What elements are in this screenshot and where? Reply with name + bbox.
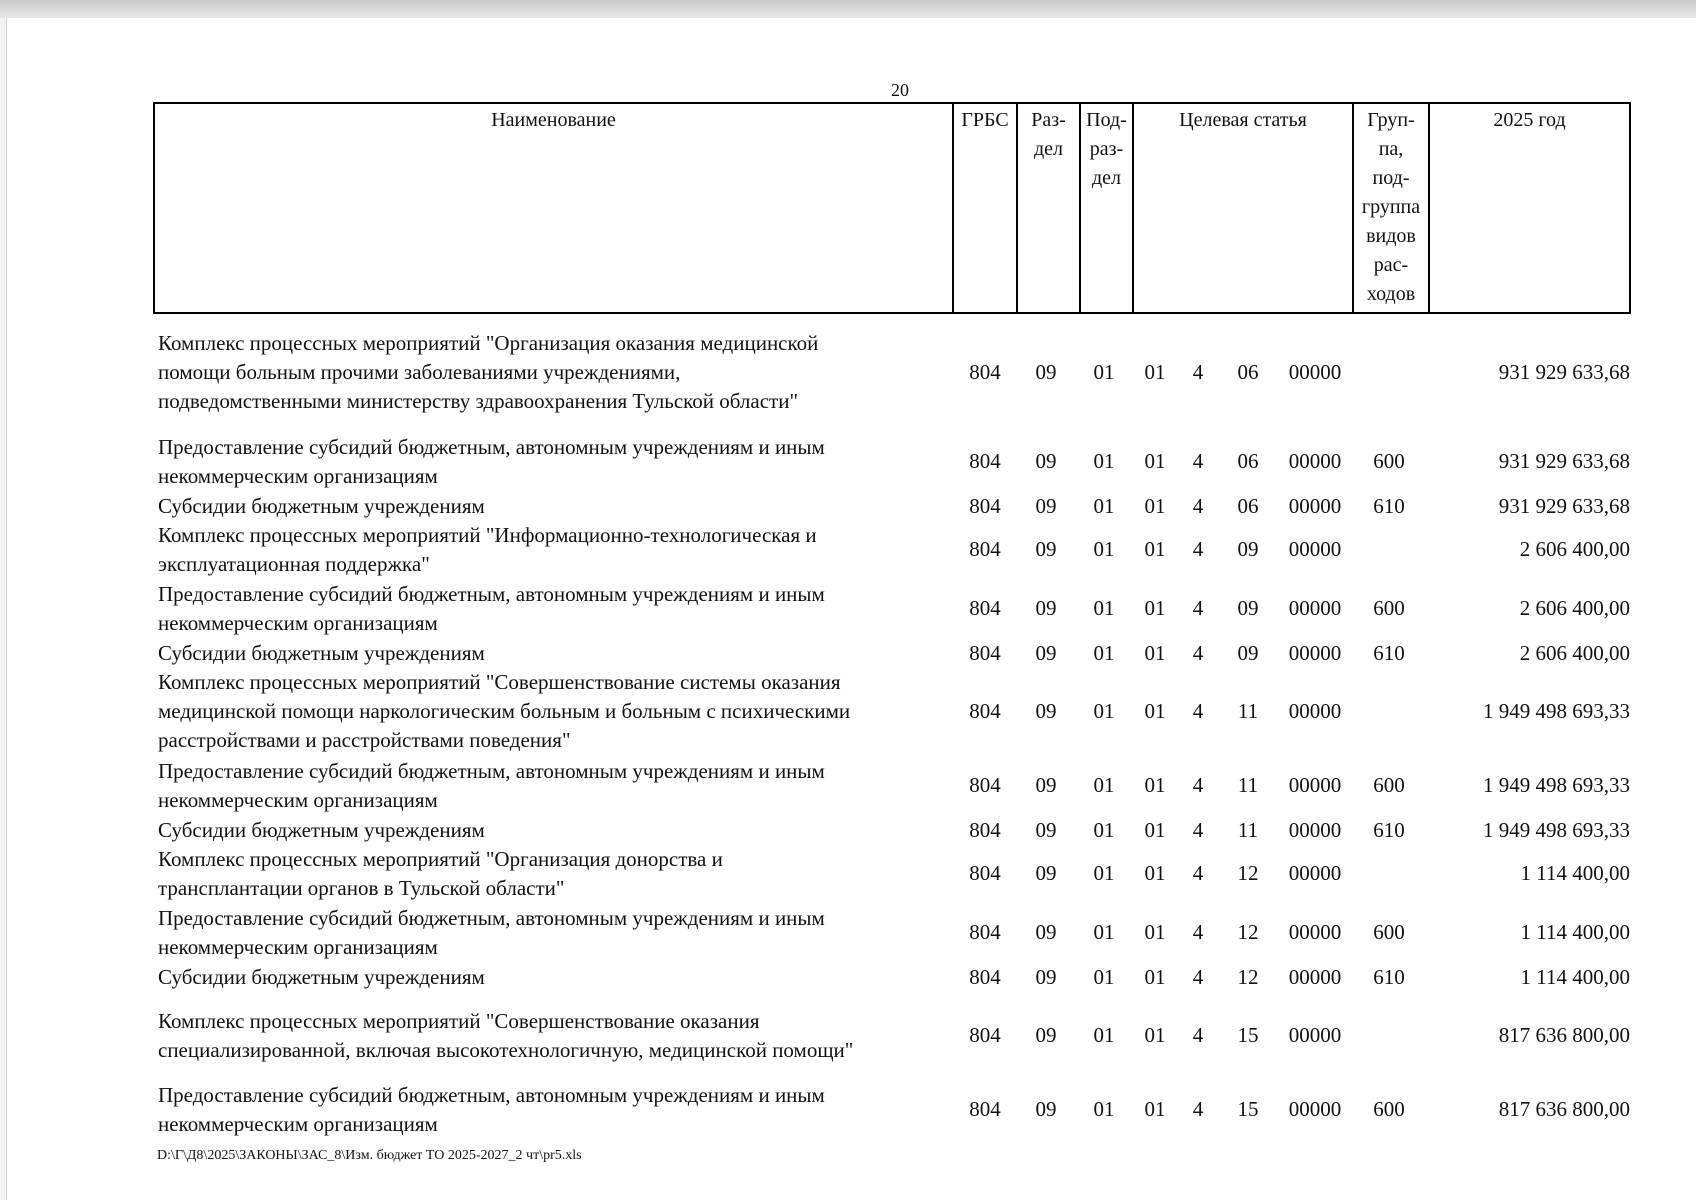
target-type-cell: 4 (1192, 494, 1204, 518)
header-name-label: Наименование (491, 109, 616, 131)
target-program-cell: 01 (1144, 494, 1166, 518)
target-subprogram-cell: 15 (1237, 1097, 1259, 1121)
header-razdel-label: Раз- дел (1031, 109, 1066, 160)
target-program-cell: 01 (1144, 537, 1166, 561)
target-direction-cell: 00000 (1288, 449, 1342, 473)
podrazdel-cell: 01 (1093, 920, 1115, 944)
target-subprogram-cell: 15 (1237, 1023, 1259, 1047)
amount-cell: 1 949 498 693,33 (1483, 773, 1630, 797)
target-direction-cell: 00000 (1288, 965, 1342, 989)
target-subprogram-cell: 11 (1237, 699, 1259, 723)
grbs-cell: 804 (969, 1023, 1001, 1047)
amount-cell: 817 636 800,00 (1498, 1023, 1630, 1047)
target-program-cell: 01 (1144, 920, 1166, 944)
expense-group-cell: 600 (1373, 920, 1405, 944)
grbs-cell: 804 (969, 449, 1001, 473)
amount-cell: 2 606 400,00 (1519, 537, 1630, 561)
grbs-cell: 804 (969, 596, 1001, 620)
header-podrazdel-label: Под- раз- дел (1086, 109, 1127, 189)
target-type-cell: 4 (1192, 699, 1204, 723)
podrazdel-cell: 01 (1093, 537, 1115, 561)
target-subprogram-cell: 12 (1237, 920, 1259, 944)
podrazdel-cell: 01 (1093, 818, 1115, 842)
row-name: Предоставление субсидий бюджетным, автономным учреждениям и иным некоммерческим организациям (158, 906, 825, 959)
file-path: D:\Г\Д8\2025\ЗАКОНЫ\ЗАС_8\Изм. бюджет ТО 2025-2027_2 чт\pr5.xls (157, 1148, 582, 1163)
expense-group-cell: 600 (1373, 1097, 1405, 1121)
target-program-cell: 01 (1144, 1097, 1166, 1121)
target-direction-cell: 00000 (1288, 537, 1342, 561)
expense-group-cell: 610 (1373, 494, 1405, 518)
expense-group-cell: 610 (1373, 965, 1405, 989)
razdel-cell: 09 (1035, 920, 1057, 944)
amount-cell: 1 949 498 693,33 (1483, 699, 1630, 723)
podrazdel-cell: 01 (1093, 449, 1115, 473)
grbs-cell: 804 (969, 818, 1001, 842)
row-name: Комплекс процессных мероприятий "Организация донорства и трансплантации органов в Тульской области" (158, 847, 723, 900)
podrazdel-cell: 01 (1093, 965, 1115, 989)
header-group-label: Груп- па, под- группа видов рас- ходов (1361, 109, 1421, 305)
row-name: Субсидии бюджетным учреждениям (158, 641, 485, 665)
target-subprogram-cell: 11 (1237, 773, 1259, 797)
amount-cell: 2 606 400,00 (1519, 596, 1630, 620)
amount-cell: 1 114 400,00 (1520, 965, 1630, 989)
row-name: Комплекс процессных мероприятий "Совершенствование оказания специализированной, включая высокотехнологичную, медицинской помощи" (158, 1009, 854, 1062)
razdel-cell: 09 (1035, 1023, 1057, 1047)
amount-cell: 1 114 400,00 (1520, 861, 1630, 885)
expense-group-cell: 600 (1373, 596, 1405, 620)
target-type-cell: 4 (1192, 449, 1204, 473)
target-direction-cell: 00000 (1288, 1097, 1342, 1121)
target-type-cell: 4 (1192, 641, 1204, 665)
target-type-cell: 4 (1192, 1023, 1204, 1047)
razdel-cell: 09 (1035, 965, 1057, 989)
expense-group-cell: 610 (1373, 818, 1405, 842)
podrazdel-cell: 01 (1093, 699, 1115, 723)
target-type-cell: 4 (1192, 773, 1204, 797)
target-type-cell: 4 (1192, 920, 1204, 944)
row-name: Субсидии бюджетным учреждениям (158, 494, 485, 518)
target-subprogram-cell: 11 (1237, 818, 1259, 842)
target-direction-cell: 00000 (1288, 641, 1342, 665)
target-program-cell: 01 (1144, 1023, 1166, 1047)
row-name: Комплекс процессных мероприятий "Организация оказания медицинской помощи больным прочими заболеваниями учреждениями, подведомственными министерству здравоохранения Тульской области" (158, 331, 819, 413)
target-direction-cell: 00000 (1288, 861, 1342, 885)
amount-cell: 2 606 400,00 (1519, 641, 1630, 665)
grbs-cell: 804 (969, 641, 1001, 665)
target-direction-cell: 00000 (1288, 773, 1342, 797)
podrazdel-cell: 01 (1093, 641, 1115, 665)
target-direction-cell: 00000 (1288, 920, 1342, 944)
grbs-cell: 804 (969, 1097, 1001, 1121)
razdel-cell: 09 (1035, 449, 1057, 473)
page-number: 20 (891, 80, 909, 100)
razdel-cell: 09 (1035, 1097, 1057, 1121)
row-name: Предоставление субсидий бюджетным, автономным учреждениям и иным некоммерческим организациям (158, 582, 825, 635)
header-target-label: Целевая статья (1179, 109, 1307, 131)
row-name: Субсидии бюджетным учреждениям (158, 965, 485, 989)
target-program-cell: 01 (1144, 596, 1166, 620)
target-program-cell: 01 (1144, 965, 1166, 989)
target-type-cell: 4 (1192, 360, 1204, 384)
target-subprogram-cell: 09 (1237, 596, 1259, 620)
target-direction-cell: 00000 (1288, 699, 1342, 723)
target-program-cell: 01 (1144, 360, 1166, 384)
target-program-cell: 01 (1144, 449, 1166, 473)
target-direction-cell: 00000 (1288, 494, 1342, 518)
target-type-cell: 4 (1192, 818, 1204, 842)
grbs-cell: 804 (969, 494, 1001, 518)
amount-cell: 931 929 633,68 (1498, 360, 1630, 384)
razdel-cell: 09 (1035, 537, 1057, 561)
grbs-cell: 804 (969, 773, 1001, 797)
target-subprogram-cell: 06 (1237, 360, 1259, 384)
grbs-cell: 804 (969, 861, 1001, 885)
grbs-cell: 804 (969, 965, 1001, 989)
grbs-cell: 804 (969, 920, 1001, 944)
target-subprogram-cell: 12 (1237, 861, 1259, 885)
target-program-cell: 01 (1144, 699, 1166, 723)
header-year-label: 2025 год (1493, 109, 1566, 131)
row-name: Предоставление субсидий бюджетным, автономным учреждениям и иным некоммерческим организациям (158, 759, 825, 812)
amount-cell: 1 114 400,00 (1520, 920, 1630, 944)
target-program-cell: 01 (1144, 861, 1166, 885)
target-type-cell: 4 (1192, 965, 1204, 989)
razdel-cell: 09 (1035, 360, 1057, 384)
target-direction-cell: 00000 (1288, 818, 1342, 842)
target-direction-cell: 00000 (1288, 1023, 1342, 1047)
grbs-cell: 804 (969, 699, 1001, 723)
target-program-cell: 01 (1144, 773, 1166, 797)
expense-group-cell: 600 (1373, 773, 1405, 797)
target-subprogram-cell: 06 (1237, 494, 1259, 518)
row-name: Предоставление субсидий бюджетным, автономным учреждениям и иным некоммерческим организациям (158, 1083, 825, 1136)
razdel-cell: 09 (1035, 699, 1057, 723)
expense-group-cell: 610 (1373, 641, 1405, 665)
target-program-cell: 01 (1144, 818, 1166, 842)
target-subprogram-cell: 09 (1237, 537, 1259, 561)
podrazdel-cell: 01 (1093, 861, 1115, 885)
target-subprogram-cell: 09 (1237, 641, 1259, 665)
podrazdel-cell: 01 (1093, 773, 1115, 797)
podrazdel-cell: 01 (1093, 1023, 1115, 1047)
target-type-cell: 4 (1192, 1097, 1204, 1121)
grbs-cell: 804 (969, 360, 1001, 384)
podrazdel-cell: 01 (1093, 360, 1115, 384)
razdel-cell: 09 (1035, 596, 1057, 620)
podrazdel-cell: 01 (1093, 1097, 1115, 1121)
row-name: Комплекс процессных мероприятий "Информационно-технологическая и эксплуатационная поддержка" (158, 523, 817, 576)
row-name: Комплекс процессных мероприятий "Совершенствование системы оказания медицинской помощи наркологическим больным и больным с психическими расстройствами и расстройствами поведения" (158, 670, 851, 752)
target-subprogram-cell: 06 (1237, 449, 1259, 473)
target-type-cell: 4 (1192, 596, 1204, 620)
header-grbs-label: ГРБС (961, 109, 1009, 131)
razdel-cell: 09 (1035, 861, 1057, 885)
target-direction-cell: 00000 (1288, 596, 1342, 620)
expense-group-cell: 600 (1373, 449, 1405, 473)
row-name: Субсидии бюджетным учреждениям (158, 818, 485, 842)
razdel-cell: 09 (1035, 773, 1057, 797)
amount-cell: 817 636 800,00 (1498, 1097, 1630, 1121)
target-program-cell: 01 (1144, 641, 1166, 665)
podrazdel-cell: 01 (1093, 494, 1115, 518)
target-type-cell: 4 (1192, 861, 1204, 885)
razdel-cell: 09 (1035, 494, 1057, 518)
amount-cell: 931 929 633,68 (1498, 494, 1630, 518)
row-name: Предоставление субсидий бюджетным, автономным учреждениям и иным некоммерческим организациям (158, 435, 825, 488)
podrazdel-cell: 01 (1093, 596, 1115, 620)
grbs-cell: 804 (969, 537, 1001, 561)
amount-cell: 1 949 498 693,33 (1483, 818, 1630, 842)
amount-cell: 931 929 633,68 (1498, 449, 1630, 473)
target-type-cell: 4 (1192, 537, 1204, 561)
razdel-cell: 09 (1035, 641, 1057, 665)
target-direction-cell: 00000 (1288, 360, 1342, 384)
target-subprogram-cell: 12 (1237, 965, 1259, 989)
razdel-cell: 09 (1035, 818, 1057, 842)
